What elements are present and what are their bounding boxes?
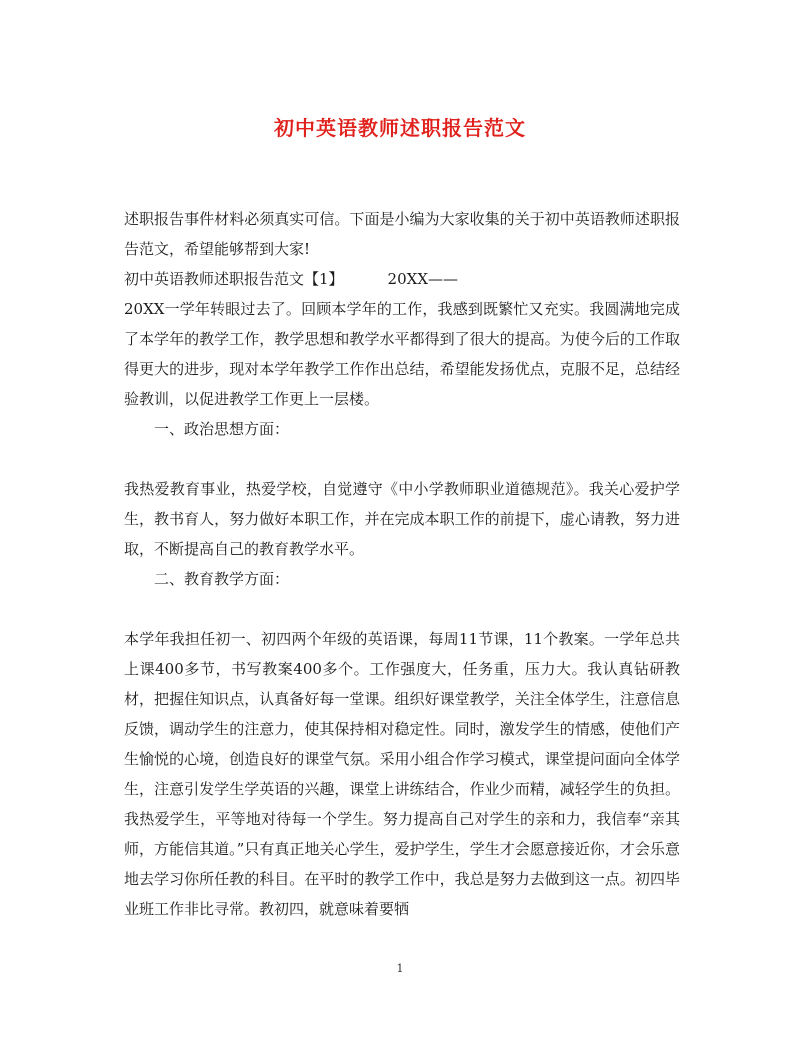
- document-title: 初中英语教师述职报告范文: [274, 116, 526, 140]
- paragraph-1: 20XX一学年转眼过去了。回顾本学年的工作，我感到既繁忙又充实。我圆满地完成了本学年的教学工作，教学思想和教学水平都得到了很大的提高。为使今后的工作取得更大的进步，现对本学年教学工作作出总结，希望能发扬优点，克服不足，总结经验教训，以促进教学工作更上一层楼。: [124, 300, 680, 408]
- section-2-heading: 二、教育教学方面：: [154, 570, 290, 588]
- document-body: [124, 204, 680, 924]
- paragraph-2: 我热爱教育事业，热爱学校，自觉遵守《中小学教师职业道德规范》。我关心爱护学生，教书育人，努力做好本职工作，并在完成本职工作的前提下，虚心请教，努力进取，不断提高自己的教育教学水平。: [124, 480, 680, 558]
- intro-paragraph: 述职报告事件材料必须真实可信。下面是小编为大家收集的关于初中英语教师述职报告范文，希望能够帮到大家!: [124, 210, 680, 258]
- paragraph-3: 本学年我担任初一、初四两个年级的英语课，每周11节课，11个教案。一学年总共上课400多节，书写教案400多个。工作强度大，任务重，压力大。我认真钻研教材，把握住知识点，认真备好每一堂课。组织好课堂教学，关注全体学生，注意信息反馈，调动学生的注意力，使其保持相对稳定性。同时，激发学生的情感，使他们产生愉悦的心境，创造良好的课堂气氛。采用小组合作学习模式，课堂提问面向全体学生，注意引发学生学英语的兴趣，课堂上讲练结合，作业少而精，减轻学生的负担。我热爱学生，平等地对待每一个学生。努力提高自己对学生的亲和力，我信奉“亲其师，方能信其道。”只有真正地关心学生，爱护学生，学生才会愿意接近你，才会乐意地去学习你所任教的科目。在平时的教学工作中，我总是努力去做到这一点。初四毕业班工作非比寻常。教初四，就意味着要牺: [124, 630, 680, 918]
- report-subheading: [124, 264, 680, 294]
- subheading-year: 20XX——: [387, 270, 458, 288]
- section-1-heading: 一、政治思想方面：: [154, 420, 290, 438]
- page-number: 1: [396, 962, 404, 975]
- subheading-label: 初中英语教师述职报告范文【1】: [124, 270, 344, 288]
